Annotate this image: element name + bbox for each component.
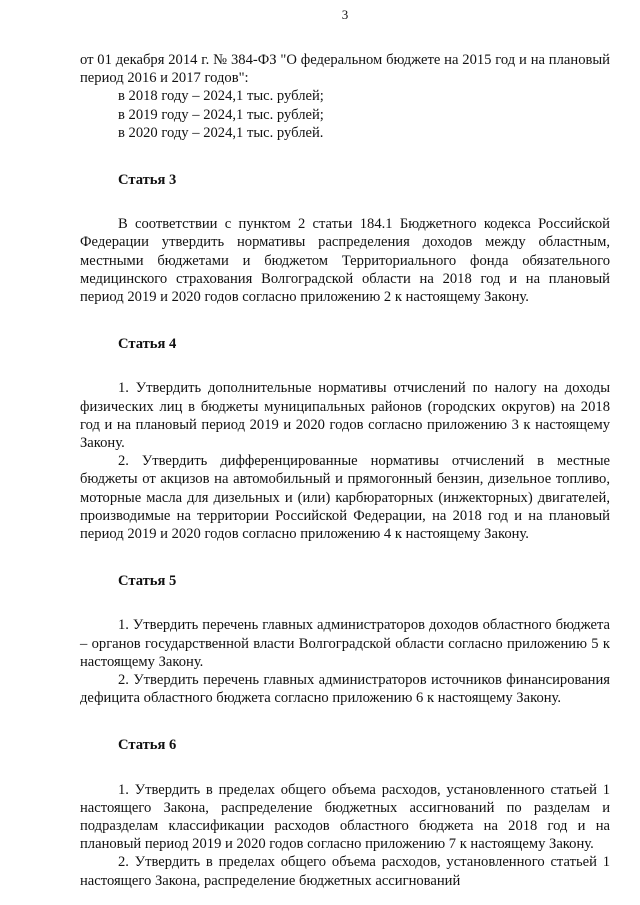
article-paragraph: 1. Утвердить дополнительные нормативы отчислений по налогу на доходы физических лиц в бюджеты муниципальных районов (городских округов) на 2018 год и на плановый период 2019 и 2020 годов согласно приложению 3 к настоящему Закону. <box>80 380 610 452</box>
intro-list-item: в 2020 году – 2024,1 тыс. рублей. <box>118 124 324 141</box>
intro-list-item: в 2018 году – 2024,1 тыс. рублей; <box>118 88 324 105</box>
document-body <box>80 51 610 890</box>
document-page <box>80 0 610 905</box>
article-heading: Статья 4 <box>118 336 177 353</box>
article-paragraph: 2. Утвердить в пределах общего объема расходов, установленного статьей 1 настоящего Закона, распределение бюджетных ассигнований <box>80 854 610 889</box>
article-paragraph: 2. Утвердить перечень главных администраторов источников финансирования дефицита областного бюджета согласно приложению 6 к настоящему Закону. <box>80 672 610 707</box>
article-paragraph: В соответствии с пунктом 2 статьи 184.1 Бюджетного кодекса Российской Федерации утвердить нормативы распределения доходов между областным, местными бюджетами и бюджетом Территориального фонда обязательного медицинского страхования Волгоградской области на 2018 год и на плановый период 2019 и 2020 годов согласно приложению 2 к настоящему Закону. <box>80 216 610 306</box>
page-number: 3 <box>341 7 349 22</box>
article-heading: Статья 5 <box>118 573 177 590</box>
intro-list-item: в 2019 году – 2024,1 тыс. рублей; <box>118 106 324 123</box>
article-paragraph: 1. Утвердить в пределах общего объема расходов, установленного статьей 1 настоящего Закона, распределение бюджетных ассигнований по разделам и подразделам классификации расходов областного бюджета на 2018 год и на плановый период 2019 и 2020 годов согласно приложению 7 к настоящему Закону. <box>80 781 610 853</box>
article-paragraph: 1. Утвердить перечень главных администраторов доходов областного бюджета – органов государственной власти Волгоградской области согласно приложению 5 к настоящему Закону. <box>80 617 610 670</box>
intro-paragraph: от 01 декабря 2014 г. № 384-ФЗ "О федеральном бюджете на 2015 год и на плановый период 2016 и 2017 годов": <box>80 52 610 87</box>
article-heading: Статья 6 <box>118 737 177 754</box>
article-paragraph: 2. Утвердить дифференцированные нормативы отчислений в местные бюджеты от акцизов на автомобильный и прямогонный бензин, дизельное топливо, моторные масла для дизельных и (или) карбюраторных (инжекторных) двигателей, производимые на территории Российской Федерации, на 2018 год и на плановый период 2019 и 2020 годов согласно приложению 4 к настоящему Закону. <box>80 453 610 543</box>
article-heading: Статья 3 <box>118 172 177 189</box>
